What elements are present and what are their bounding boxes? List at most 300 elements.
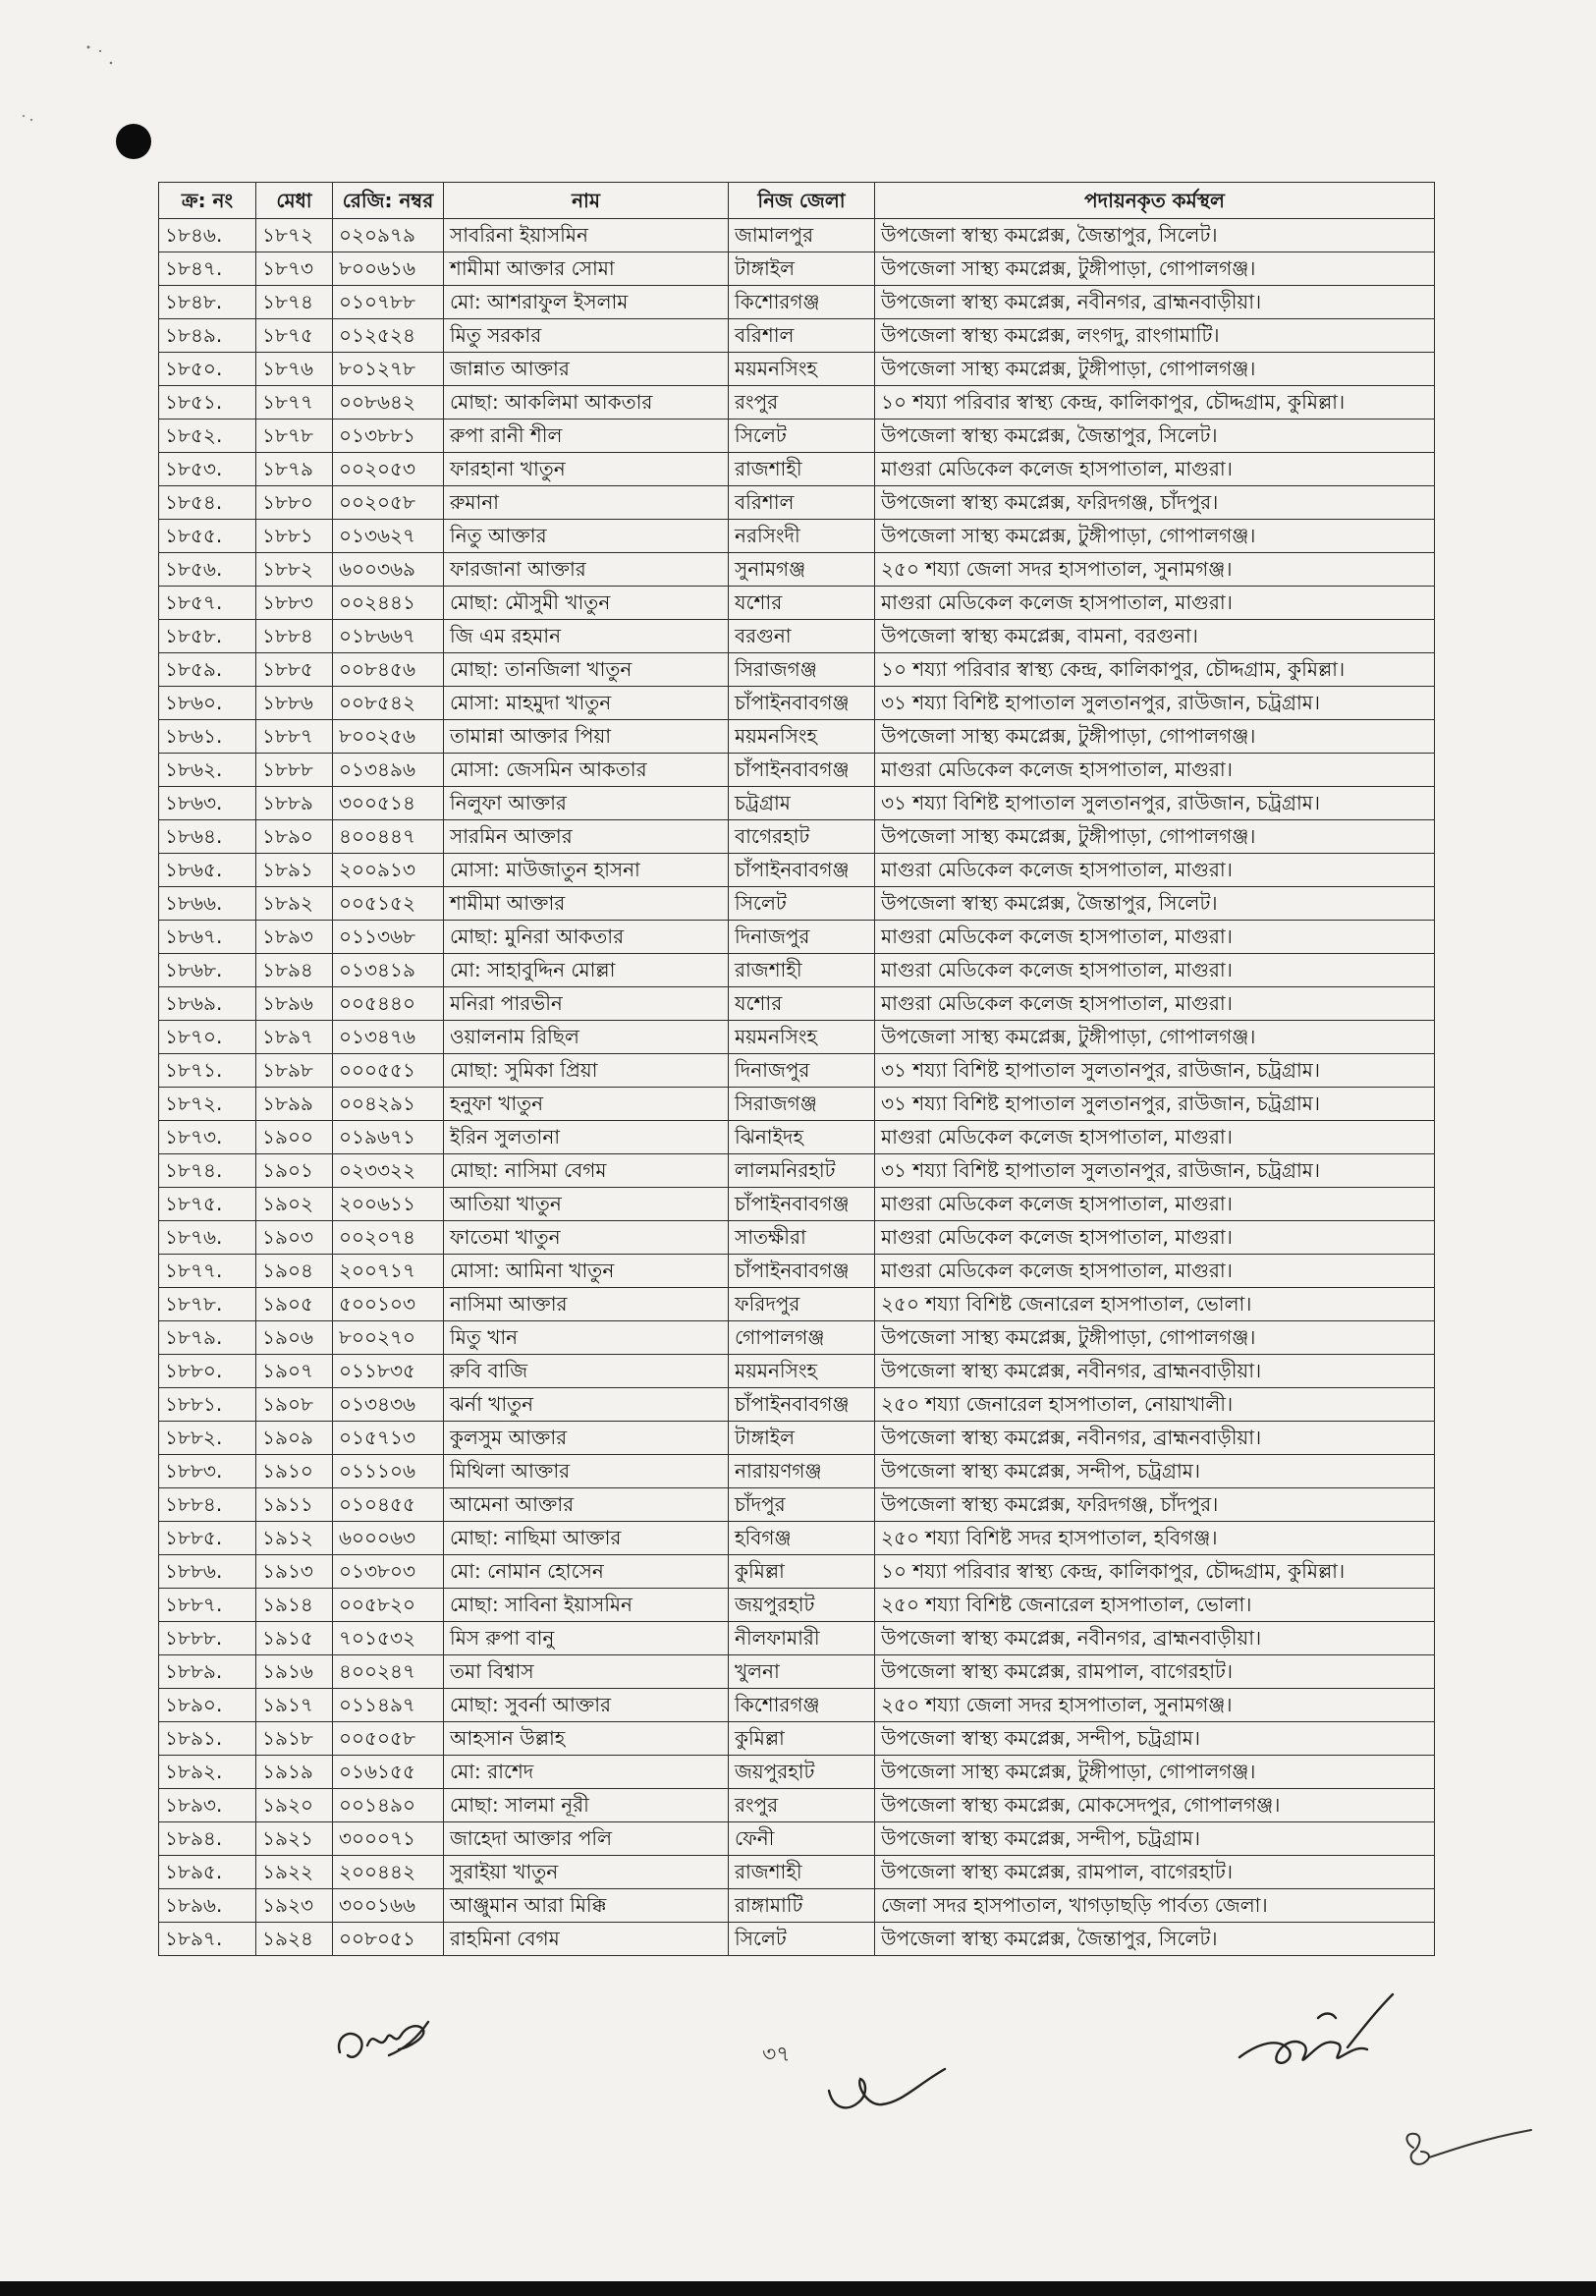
cell-workplace: উপজেলা স্বাস্থ্য কমপ্লেক্স, সন্দীপ, চট্রগ্রাম। [875, 1822, 1435, 1856]
table-row [159, 820, 1435, 854]
cell-reg: ০১৩৮০৩ [333, 1555, 444, 1589]
cell-merit: ১৮৮১ [256, 520, 333, 553]
cell-reg: ২০০৭১৭ [333, 1255, 444, 1288]
table-row [159, 1889, 1435, 1923]
cell-district: চাঁপাইনবাবগঞ্জ [729, 1255, 875, 1288]
cell-district: বরিশাল [729, 486, 875, 520]
cell-serial: ১৮৯৪. [159, 1822, 256, 1856]
cell-merit: ১৮৮২ [256, 553, 333, 587]
cell-name: ইরিন সুলতানা [444, 1121, 729, 1154]
cell-name: মোছা: আকলিমা আকতার [444, 386, 729, 420]
cell-reg: ৬০০০৬৩ [333, 1522, 444, 1555]
cell-reg: ০০২৪৪১ [333, 587, 444, 620]
cell-workplace: উপজেলা স্বাস্থ্য কমপ্লেক্স, ফরিদগঞ্জ, চাঁদপুর। [875, 486, 1435, 520]
table-row [159, 1255, 1435, 1288]
cell-serial: ১৮৬২. [159, 754, 256, 787]
cell-merit: ১৮৭৭ [256, 386, 333, 420]
table-row [159, 553, 1435, 587]
cell-reg: ৪০০৪৪৭ [333, 820, 444, 854]
cell-workplace: জেলা সদর হাসপাতাল, খাগড়াছড়ি পার্বত্য জেলা। [875, 1889, 1435, 1923]
cell-reg: ৮০০৬১৬ [333, 252, 444, 286]
table-row [159, 1121, 1435, 1154]
cell-workplace: উপজেলা সাস্থ্য কমপ্লেক্স, টুঙ্গীপাড়া, গোপালগঞ্জ। [875, 1021, 1435, 1054]
cell-merit: ১৯০৩ [256, 1221, 333, 1255]
cell-serial: ১৮৫৩. [159, 453, 256, 486]
cell-serial: ১৮৪৬. [159, 219, 256, 252]
cell-district: ময়মনসিংহ [729, 1355, 875, 1388]
cell-merit: ১৯১৫ [256, 1622, 333, 1655]
cell-merit: ১৯০৬ [256, 1321, 333, 1355]
cell-merit: ১৮৯৮ [256, 1054, 333, 1088]
header-name: নাম [444, 183, 729, 219]
cell-name: মোছা: তানজিলা খাতুন [444, 653, 729, 687]
cell-name: আমেনা আক্তার [444, 1488, 729, 1522]
cell-merit: ১৯০৮ [256, 1388, 333, 1422]
cell-workplace: উপজেলা স্বাস্থ্য কমপ্লেক্স, বামনা, বরগুনা। [875, 620, 1435, 653]
cell-district: ফরিদপুর [729, 1288, 875, 1321]
cell-reg: ৮০১২৭৮ [333, 353, 444, 386]
table-row [159, 1021, 1435, 1054]
cell-district: ময়মনসিংহ [729, 1021, 875, 1054]
cell-name: ঝর্না খাতুন [444, 1388, 729, 1422]
cell-serial: ১৮৪৯. [159, 319, 256, 353]
cell-district: দিনাজপুর [729, 921, 875, 954]
cell-serial: ১৮৭৩. [159, 1121, 256, 1154]
table-row [159, 1088, 1435, 1121]
cell-name: মোছা: নাছিমা আক্তার [444, 1522, 729, 1555]
table-row [159, 1154, 1435, 1188]
cell-serial: ১৮৮৮. [159, 1622, 256, 1655]
cell-workplace: মাগুরা মেডিকেল কলেজ হাসপাতাল, মাগুরা। [875, 987, 1435, 1021]
table-row [159, 453, 1435, 486]
table-row [159, 720, 1435, 754]
cell-merit: ১৮৮০ [256, 486, 333, 520]
cell-district: চাঁপাইনবাবগঞ্জ [729, 1188, 875, 1221]
cell-reg: ০১১১০৬ [333, 1455, 444, 1488]
cell-workplace: মাগুরা মেডিকেল কলেজ হাসপাতাল, মাগুরা। [875, 1255, 1435, 1288]
punch-hole-icon [116, 124, 151, 159]
cell-name: মোছা: মৌসুমী খাতুন [444, 587, 729, 620]
cell-merit: ১৯০০ [256, 1121, 333, 1154]
cell-merit: ১৯০১ [256, 1154, 333, 1188]
cell-reg: ০০৮৫৪২ [333, 687, 444, 720]
table-row [159, 1522, 1435, 1555]
cell-reg: ০০৫৮২০ [333, 1589, 444, 1622]
cell-name: ফারহানা খাতুন [444, 453, 729, 486]
cell-name: জি এম রহমান [444, 620, 729, 653]
cell-reg: ০০২০৭৪ [333, 1221, 444, 1255]
cell-reg: ০০২০৫৮ [333, 486, 444, 520]
table-row [159, 1488, 1435, 1522]
cell-district: টাঙ্গাইল [729, 1422, 875, 1455]
table-row [159, 1722, 1435, 1756]
cell-merit: ১৮৮৪ [256, 620, 333, 653]
cell-merit: ১৮৭২ [256, 219, 333, 252]
cell-reg: ০১৩৬২৭ [333, 520, 444, 553]
signature-corner [1400, 2108, 1537, 2177]
cell-serial: ১৮৭৮. [159, 1288, 256, 1321]
cell-name: রুপা রানী শীল [444, 420, 729, 453]
cell-workplace: মাগুরা মেডিকেল কলেজ হাসপাতাল, মাগুরা। [875, 921, 1435, 954]
cell-merit: ১৮৭৫ [256, 319, 333, 353]
cell-workplace: ৩১ শয্যা বিশিষ্ট হাপাতাল সুলতানপুর, রাউজান, চট্রগ্রাম। [875, 1154, 1435, 1188]
cell-serial: ১৮৫৮. [159, 620, 256, 653]
table-row [159, 653, 1435, 687]
cell-serial: ১৮৮৯. [159, 1655, 256, 1689]
cell-district: সিলেট [729, 887, 875, 921]
cell-serial: ১৮৪৭. [159, 252, 256, 286]
cell-name: নিলুফা আক্তার [444, 787, 729, 820]
cell-reg: ০১৬১৫৫ [333, 1756, 444, 1789]
table-row [159, 1756, 1435, 1789]
cell-name: মো: রাশেদ [444, 1756, 729, 1789]
cell-serial: ১৮৮২. [159, 1422, 256, 1455]
cell-workplace: মাগুরা মেডিকেল কলেজ হাসপাতাল, মাগুরা। [875, 587, 1435, 620]
table-row [159, 1923, 1435, 1956]
cell-district: হবিগঞ্জ [729, 1522, 875, 1555]
cell-district: চাঁপাইনবাবগঞ্জ [729, 687, 875, 720]
cell-workplace: মাগুরা মেডিকেল কলেজ হাসপাতাল, মাগুরা। [875, 754, 1435, 787]
cell-name: জাহেদা আক্তার পলি [444, 1822, 729, 1856]
cell-serial: ১৮৬৪. [159, 820, 256, 854]
cell-serial: ১৮৬০. [159, 687, 256, 720]
table-row [159, 1355, 1435, 1388]
table-row [159, 1188, 1435, 1221]
cell-name: কুলসুম আক্তার [444, 1422, 729, 1455]
cell-name: মোসা: মাউজাতুন হাসনা [444, 854, 729, 887]
cell-workplace: মাগুরা মেডিকেল কলেজ হাসপাতাল, মাগুরা। [875, 854, 1435, 887]
cell-merit: ১৮৮৮ [256, 754, 333, 787]
cell-workplace: উপজেলা সাস্থ্য কমপ্লেক্স, টুঙ্গীপাড়া, গোপালগঞ্জ। [875, 252, 1435, 286]
cell-district: কিশোরগঞ্জ [729, 286, 875, 319]
cell-workplace: উপজেলা সাস্থ্য কমপ্লেক্স, টুঙ্গীপাড়া, গোপালগঞ্জ। [875, 520, 1435, 553]
cell-name: ফারজানা আক্তার [444, 553, 729, 587]
cell-district: ময়মনসিংহ [729, 720, 875, 754]
cell-name: মো: আশরাফুল ইসলাম [444, 286, 729, 319]
table-row [159, 1822, 1435, 1856]
cell-merit: ১৯০৪ [256, 1255, 333, 1288]
cell-name: মিস রুপা বানু [444, 1622, 729, 1655]
cell-name: মোসা: জেসমিন আকতার [444, 754, 729, 787]
cell-merit: ১৮৭৩ [256, 252, 333, 286]
cell-district: চাঁপাইনবাবগঞ্জ [729, 754, 875, 787]
cell-merit: ১৮৯৯ [256, 1088, 333, 1121]
cell-name: মোছা: সুবর্না আক্তার [444, 1689, 729, 1722]
table-row [159, 286, 1435, 319]
cell-serial: ১৮৭৭. [159, 1255, 256, 1288]
signature-center [823, 2061, 951, 2120]
table-row [159, 319, 1435, 353]
cell-merit: ১৮৭৬ [256, 353, 333, 386]
cell-reg: ২০০৪৪২ [333, 1856, 444, 1889]
table-row [159, 620, 1435, 653]
cell-workplace: উপজেলা সাস্থ্য কমপ্লেক্স, টুঙ্গীপাড়া, গোপালগঞ্জ। [875, 820, 1435, 854]
cell-workplace: ২৫০ শয্যা জেলা সদর হাসপাতাল, সুনামগঞ্জ। [875, 553, 1435, 587]
cell-reg: ০১৫৭১৩ [333, 1422, 444, 1455]
table-row [159, 1321, 1435, 1355]
cell-reg: ০১০৭৮৮ [333, 286, 444, 319]
cell-merit: ১৯১০ [256, 1455, 333, 1488]
cell-workplace: ২৫০ শয্যা বিশিষ্ট জেনারেল হাসপাতাল, ভোলা। [875, 1288, 1435, 1321]
table-row [159, 887, 1435, 921]
cell-merit: ১৯১৮ [256, 1722, 333, 1756]
cell-district: গোপালগঞ্জ [729, 1321, 875, 1355]
cell-name: শামীমা আক্তার সোমা [444, 252, 729, 286]
cell-workplace: ৩১ শয্যা বিশিষ্ট হাপাতাল সুলতানপুর, রাউজান, চট্রগ্রাম। [875, 687, 1435, 720]
cell-reg: ০১৩৮৮১ [333, 420, 444, 453]
cell-merit: ১৮৮৭ [256, 720, 333, 754]
cell-merit: ১৮৭৮ [256, 420, 333, 453]
cell-reg: ০১১৮৩৫ [333, 1355, 444, 1388]
cell-serial: ১৮৪৮. [159, 286, 256, 319]
cell-merit: ১৮৮৯ [256, 787, 333, 820]
cell-reg: ৪০০২৪৭ [333, 1655, 444, 1689]
header-district: নিজ জেলা [729, 183, 875, 219]
cell-district: সিলেট [729, 1923, 875, 1956]
table-row [159, 520, 1435, 553]
cell-district: নরসিংদী [729, 520, 875, 553]
cell-workplace: উপজেলা স্বাস্থ্য কমপ্লেক্স, রামপাল, বাগেরহাট। [875, 1856, 1435, 1889]
table-row [159, 420, 1435, 453]
cell-name: মিথিলা আক্তার [444, 1455, 729, 1488]
table-row [159, 954, 1435, 987]
header-merit: মেধা [256, 183, 333, 219]
cell-workplace: উপজেলা সাস্থ্য কমপ্লেক্স, টুঙ্গীপাড়া, গোপালগঞ্জ। [875, 353, 1435, 386]
cell-serial: ১৮৫৯. [159, 653, 256, 687]
scan-specks [20, 39, 128, 128]
cell-reg: ২০০৯১৩ [333, 854, 444, 887]
table-row [159, 754, 1435, 787]
table-row [159, 587, 1435, 620]
cell-serial: ১৮৬৮. [159, 954, 256, 987]
cell-merit: ১৯১৩ [256, 1555, 333, 1589]
cell-district: দিনাজপুর [729, 1054, 875, 1088]
cell-district: যশোর [729, 587, 875, 620]
cell-name: তামান্না আক্তার পিয়া [444, 720, 729, 754]
cell-reg: ৮০০২৫৬ [333, 720, 444, 754]
cell-reg: ০১১৩৬৮ [333, 921, 444, 954]
header-workplace: পদায়নকৃত কর্মস্থল [875, 183, 1435, 219]
cell-district: চাঁদপুর [729, 1488, 875, 1522]
cell-workplace: উপজেলা সাস্থ্য কমপ্লেক্স, টুঙ্গীপাড়া, গোপালগঞ্জ। [875, 1756, 1435, 1789]
cell-merit: ১৮৭৪ [256, 286, 333, 319]
header-reg: রেজি: নম্বর [333, 183, 444, 219]
cell-reg: ৩০০৫১৪ [333, 787, 444, 820]
cell-serial: ১৮৬৫. [159, 854, 256, 887]
table-row [159, 1455, 1435, 1488]
table-row [159, 219, 1435, 252]
cell-merit: ১৮৯২ [256, 887, 333, 921]
cell-workplace: ৩১ শয্যা বিশিষ্ট হাপাতাল সুলতানপুর, রাউজান, চট্রগ্রাম। [875, 1054, 1435, 1088]
cell-workplace: ১০ শয্যা পরিবার স্বাস্থ্য কেন্দ্র, কালিকাপুর, চৌদ্দগ্রাম, কুমিল্লা। [875, 1555, 1435, 1589]
cell-district: খুলনা [729, 1655, 875, 1689]
cell-name: নাসিমা আক্তার [444, 1288, 729, 1321]
cell-serial: ১৮৭১. [159, 1054, 256, 1088]
cell-workplace: ১০ শয্যা পরিবার স্বাস্থ্য কেন্দ্র, কালিকাপুর, চৌদ্দগ্রাম, কুমিল্লা। [875, 386, 1435, 420]
cell-workplace: ৩১ শয্যা বিশিষ্ট হাপাতাল সুলতানপুর, রাউজান, চট্রগ্রাম। [875, 787, 1435, 820]
cell-name: শামীমা আক্তার [444, 887, 729, 921]
cell-reg: ৬০০৩৬৯ [333, 553, 444, 587]
cell-reg: ০০২০৫৩ [333, 453, 444, 486]
cell-serial: ১৮৬৬. [159, 887, 256, 921]
cell-name: ওয়ালনাম রিছিল [444, 1021, 729, 1054]
cell-reg: ০১২৫২৪ [333, 319, 444, 353]
table-row [159, 1622, 1435, 1655]
table-row [159, 1288, 1435, 1321]
cell-workplace: উপজেলা স্বাস্থ্য কমপ্লেক্স, ফরিদগঞ্জ, চাঁদপুর। [875, 1488, 1435, 1522]
cell-district: নারায়ণগঞ্জ [729, 1455, 875, 1488]
cell-name: হনুফা খাতুন [444, 1088, 729, 1121]
cell-workplace: ১০ শয্যা পরিবার স্বাস্থ্য কেন্দ্র, কালিকাপুর, চৌদ্দগ্রাম, কুমিল্লা। [875, 653, 1435, 687]
cell-workplace: উপজেলা সাস্থ্য কমপ্লেক্স, টুঙ্গীপাড়া, গোপালগঞ্জ। [875, 720, 1435, 754]
cell-name: সুরাইয়া খাতুন [444, 1856, 729, 1889]
cell-merit: ১৮৯১ [256, 854, 333, 887]
cell-serial: ১৮৮০. [159, 1355, 256, 1388]
cell-district: রাঙ্গামাটি [729, 1889, 875, 1923]
cell-name: মোছা: নাসিমা বেগম [444, 1154, 729, 1188]
table-row [159, 486, 1435, 520]
cell-district: সিলেট [729, 420, 875, 453]
table-row [159, 1789, 1435, 1822]
cell-reg: ০১৩৪৭৬ [333, 1021, 444, 1054]
cell-merit: ১৯০৯ [256, 1422, 333, 1455]
cell-workplace: উপজেলা স্বাস্থ্য কমপ্লেক্স, সন্দীপ, চট্রগ্রাম। [875, 1722, 1435, 1756]
cell-reg: ০১৮৬৬৭ [333, 620, 444, 653]
cell-workplace: উপজেলা স্বাস্থ্য কমপ্লেক্স, জৈন্তাপুর, সিলেট। [875, 1923, 1435, 1956]
table-header-row [159, 183, 1435, 219]
cell-merit: ১৯১৭ [256, 1689, 333, 1722]
cell-district: কুমিল্লা [729, 1555, 875, 1589]
cell-workplace: মাগুরা মেডিকেল কলেজ হাসপাতাল, মাগুরা। [875, 1121, 1435, 1154]
cell-reg: ০০১৪৯০ [333, 1789, 444, 1822]
cell-district: রংপুর [729, 1789, 875, 1822]
cell-workplace: উপজেলা স্বাস্থ্য কমপ্লেক্স, সন্দীপ, চট্রগ্রাম। [875, 1455, 1435, 1488]
cell-name: রুমানা [444, 486, 729, 520]
table-row [159, 1856, 1435, 1889]
table-row [159, 1388, 1435, 1422]
cell-reg: ৫০০১০৩ [333, 1288, 444, 1321]
table-row [159, 353, 1435, 386]
cell-workplace: উপজেলা স্বাস্থ্য কমপ্লেক্স, জৈন্তাপুর, সিলেট। [875, 219, 1435, 252]
cell-district: চট্রগ্রাম [729, 787, 875, 820]
cell-serial: ১৮৯৫. [159, 1856, 256, 1889]
cell-district: বাগেরহাট [729, 820, 875, 854]
cell-reg: ০০৪২৯১ [333, 1088, 444, 1121]
cell-reg: ৩০০১৬৬ [333, 1889, 444, 1923]
table-row [159, 1689, 1435, 1722]
cell-district: রাজশাহী [729, 954, 875, 987]
cell-name: আহসান উল্লাহ [444, 1722, 729, 1756]
cell-reg: ০১৩৪১৯ [333, 954, 444, 987]
cell-merit: ১৯১২ [256, 1522, 333, 1555]
cell-serial: ১৮৮১. [159, 1388, 256, 1422]
scan-edge [0, 2281, 1596, 2296]
table-row [159, 1221, 1435, 1255]
cell-reg: ০০৮৪৫৬ [333, 653, 444, 687]
cell-serial: ১৮৫৫. [159, 520, 256, 553]
cell-serial: ১৮৭২. [159, 1088, 256, 1121]
cell-merit: ১৯২০ [256, 1789, 333, 1822]
table-row [159, 1655, 1435, 1689]
cell-merit: ১৯২২ [256, 1856, 333, 1889]
cell-name: রাহমিনা বেগম [444, 1923, 729, 1956]
cell-serial: ১৮৬১. [159, 720, 256, 754]
cell-serial: ১৮৯০. [159, 1689, 256, 1722]
cell-serial: ১৮৮৬. [159, 1555, 256, 1589]
cell-district: রংপুর [729, 386, 875, 420]
cell-district: যশোর [729, 987, 875, 1021]
cell-merit: ১৯২৪ [256, 1923, 333, 1956]
cell-reg: ০০৮০৫১ [333, 1923, 444, 1956]
cell-name: নিতু আক্তার [444, 520, 729, 553]
cell-name: মো: সাহাবুদ্দিন মোল্লা [444, 954, 729, 987]
cell-district: জামালপুর [729, 219, 875, 252]
cell-workplace: মাগুরা মেডিকেল কলেজ হাসপাতাল, মাগুরা। [875, 1221, 1435, 1255]
cell-reg: ০০০৫৫১ [333, 1054, 444, 1088]
cell-serial: ১৮৫১. [159, 386, 256, 420]
cell-serial: ১৮৭৫. [159, 1188, 256, 1221]
cell-reg: ০১৩৪৩৬ [333, 1388, 444, 1422]
cell-serial: ১৮৬৭. [159, 921, 256, 954]
cell-district: ময়মনসিংহ [729, 353, 875, 386]
cell-workplace: উপজেলা স্বাস্থ্য কমপ্লেক্স, নবীনগর, ব্রাহ্মনবাড়ীয়া। [875, 1355, 1435, 1388]
cell-reg: ০০৫৪৪০ [333, 987, 444, 1021]
table-row [159, 921, 1435, 954]
cell-name: মোছা: সাবিনা ইয়াসমিন [444, 1589, 729, 1622]
cell-merit: ১৯০২ [256, 1188, 333, 1221]
cell-reg: ০০৫০৫৮ [333, 1722, 444, 1756]
cell-merit: ১৯০৭ [256, 1355, 333, 1388]
cell-reg: ৩০০০৭১ [333, 1822, 444, 1856]
cell-serial: ১৮৭৯. [159, 1321, 256, 1355]
cell-district: বরিশাল [729, 319, 875, 353]
cell-workplace: উপজেলা স্বাস্থ্য কমপ্লেক্স, মোকসেদপুর, গোপালগঞ্জ। [875, 1789, 1435, 1822]
cell-merit: ১৯১৬ [256, 1655, 333, 1689]
cell-name: মোছা: সুমিকা প্রিয়া [444, 1054, 729, 1088]
cell-merit: ১৯২৩ [256, 1889, 333, 1923]
cell-serial: ১৮৫০. [159, 353, 256, 386]
cell-district: জয়পুরহাট [729, 1756, 875, 1789]
header-serial: ক্র: নং [159, 183, 256, 219]
table-row [159, 687, 1435, 720]
cell-workplace: মাগুরা মেডিকেল কলেজ হাসপাতাল, মাগুরা। [875, 1188, 1435, 1221]
cell-merit: ১৮৭৯ [256, 453, 333, 486]
cell-district: বরগুনা [729, 620, 875, 653]
cell-reg: ০২০৯৭৯ [333, 219, 444, 252]
cell-name: সাবরিনা ইয়াসমিন [444, 219, 729, 252]
cell-workplace: মাগুরা মেডিকেল কলেজ হাসপাতাল, মাগুরা। [875, 453, 1435, 486]
cell-merit: ১৮৯৬ [256, 987, 333, 1021]
cell-reg: ০১৩৪৯৬ [333, 754, 444, 787]
cell-serial: ১৮৬৩. [159, 787, 256, 820]
cell-district: টাঙ্গাইল [729, 252, 875, 286]
cell-merit: ১৯০৫ [256, 1288, 333, 1321]
cell-name: মোসা: আমিনা খাতুন [444, 1255, 729, 1288]
cell-district: সাতক্ষীরা [729, 1221, 875, 1255]
cell-workplace: ২৫০ শয্যা জেনারেল হাসপাতাল, নোয়াখালী। [875, 1388, 1435, 1422]
cell-workplace: উপজেলা স্বাস্থ্য কমপ্লেক্স, নবীনগর, ব্রাহ্মনবাড়ীয়া। [875, 1622, 1435, 1655]
cell-workplace: উপজেলা স্বাস্থ্য কমপ্লেক্স, লংগদু, রাংগামাটি। [875, 319, 1435, 353]
cell-reg: ২০০৬১১ [333, 1188, 444, 1221]
cell-merit: ১৮৮৩ [256, 587, 333, 620]
cell-serial: ১৮৯৭. [159, 1923, 256, 1956]
table-body [159, 219, 1435, 1956]
cell-merit: ১৮৯৩ [256, 921, 333, 954]
table-row [159, 1555, 1435, 1589]
cell-name: মোছা: মুনিরা আকতার [444, 921, 729, 954]
signature-left [330, 2008, 438, 2077]
cell-workplace: উপজেলা স্বাস্থ্য কমপ্লেক্স, নবীনগর, ব্রাহ্মনবাড়ীয়া। [875, 1422, 1435, 1455]
